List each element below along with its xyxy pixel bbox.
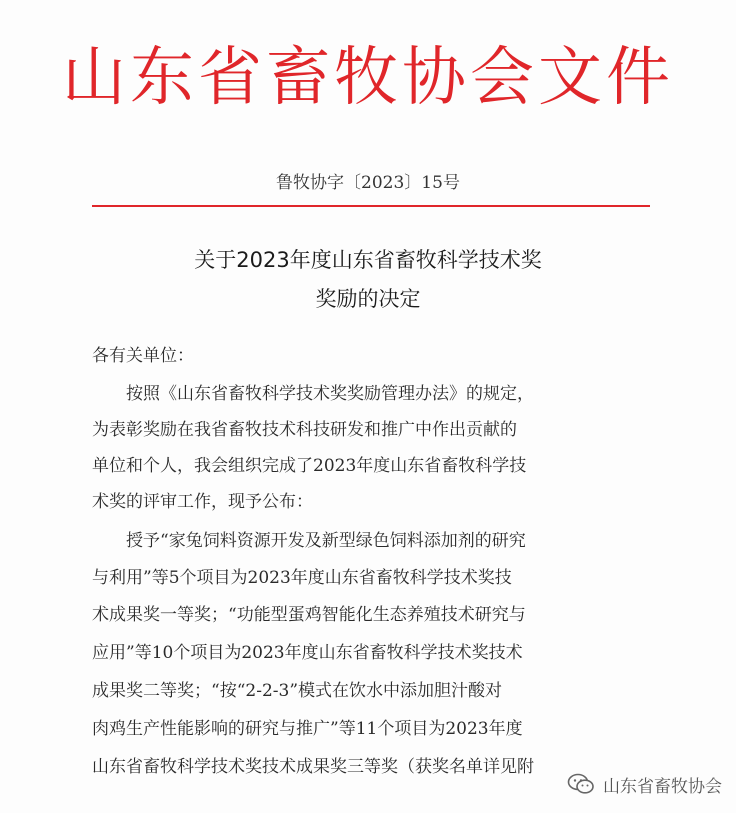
- red-divider-line: [92, 205, 650, 207]
- org-title: 山东省畜牧协会文件: [62, 41, 674, 115]
- wechat-icon: [567, 773, 595, 795]
- wechat-watermark: [567, 769, 722, 799]
- body-line: 与利用”等5个项目为2023年度山东省畜牧科学技术奖技: [92, 568, 512, 588]
- body-line: 山东省畜牧科学技术奖技术成果奖三等奖（获奖名单详见附: [92, 757, 534, 777]
- body-line: 授予“家兔饲料资源开发及新型绿色饲料添加剂的研究: [92, 531, 526, 551]
- document-title-line-1: 关于2023年度山东省畜牧科学技术奖: [194, 248, 542, 272]
- doc-number: 鲁牧协字〔2023〕15号: [276, 173, 460, 193]
- body-line: 术成果奖一等奖；“功能型蛋鸡智能化生态养殖技术研究与: [92, 605, 526, 625]
- body-line: 成果奖二等奖；“按“2-2-3”模式在饮水中添加胆汁酸对: [92, 681, 503, 701]
- body-line: 术奖的评审工作，现予公布：: [92, 492, 313, 512]
- document-title-line-2: 奖励的决定: [315, 287, 421, 311]
- body-line: 按照《山东省畜牧科学技术奖奖励管理办法》的规定，: [92, 384, 534, 404]
- body-line: 为表彰奖励在我省畜牧技术科技研发和推广中作出贡献的: [92, 420, 517, 440]
- salutation: 各有关单位：: [92, 346, 194, 366]
- watermark-account-name: 山东省畜牧协会: [603, 776, 722, 797]
- body-line: 肉鸡生产性能影响的研究与推广”等11个项目为2023年度: [92, 719, 523, 739]
- body-line: 应用”等10个项目为2023年度山东省畜牧科学技术奖技术: [92, 643, 523, 663]
- body-line: 单位和个人，我会组织完成了2023年度山东省畜牧科学技: [92, 456, 527, 476]
